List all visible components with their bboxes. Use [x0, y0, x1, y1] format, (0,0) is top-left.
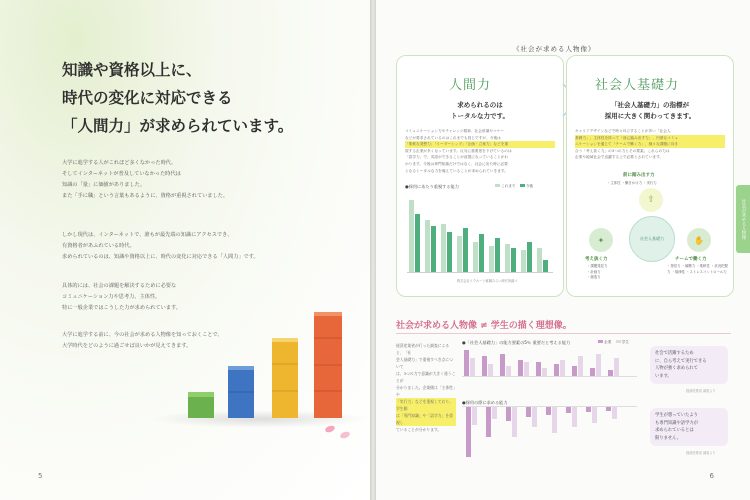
page-number-right: 6	[709, 472, 714, 480]
section2-chart2-caption: ●採用の際に求める能力	[462, 400, 508, 405]
paragraph-line: しかし現代は、インターネットで、誰もが最先端の知識にアクセスでき、	[62, 232, 233, 238]
right-page	[376, 0, 750, 500]
chart-bar	[527, 242, 532, 272]
diagram-left-label: 考え抜く力	[585, 257, 608, 262]
chart-bar	[431, 226, 436, 272]
diagram-item: ・創造力	[587, 275, 601, 279]
section2-divider	[396, 333, 731, 334]
chart-bar	[608, 370, 613, 376]
chart-bar	[537, 248, 542, 272]
diagram-top-items	[607, 180, 657, 185]
chart-bar	[543, 260, 548, 272]
chart-bar	[409, 200, 414, 272]
source-note-1: 経済産業省 調査より	[686, 389, 716, 393]
social-basic-heading: 社会人基礎力	[595, 78, 680, 93]
social-basic-skills-card	[566, 55, 734, 297]
body-line-highlight: は「専門知識」や「語学力」を重視し	[396, 412, 456, 426]
chart-bar	[479, 234, 484, 272]
diagram-item: ・課題発見力	[587, 264, 608, 268]
chart-bar	[492, 407, 497, 419]
section2-chart1	[462, 348, 637, 377]
body-line: となるトータルな力を備えていることが求められていきます。	[405, 168, 508, 173]
paragraph-line: 有資格者があふれている時代。	[62, 243, 135, 249]
diagram-item: ・状況把握力	[667, 264, 728, 274]
social-basic-diagram	[567, 166, 733, 291]
chart-bar	[500, 354, 505, 376]
chart-bar	[566, 407, 571, 413]
paragraph-line: 求められているのは、知識や資格以上に、時代の変化に対応できる「人間力」です。	[62, 254, 259, 260]
chart-bar	[506, 407, 511, 421]
diagram-right-items	[667, 264, 729, 275]
legend-label: 今後	[525, 184, 534, 188]
chart-bar	[505, 244, 510, 272]
handshake-icon: ✋	[687, 228, 711, 252]
paragraph-line: 大学に進学する前に、今の社会が求める人物像を知っておくことで、	[62, 332, 223, 338]
green-block	[188, 392, 214, 418]
chart-bar	[489, 246, 494, 272]
diagram-item: ・柔軟性	[696, 264, 710, 268]
diagram-item: ・働きかけ力	[621, 181, 642, 185]
chart-bar	[506, 366, 511, 376]
chart-bar	[552, 407, 557, 433]
diagram-item: ・発信力	[667, 264, 681, 268]
chart-bar	[560, 360, 565, 376]
chart-bar	[572, 407, 577, 427]
chart-bar	[473, 242, 478, 272]
speech-line: 社会で活躍するため	[655, 351, 694, 356]
chart-bar	[536, 362, 541, 376]
speech-line: います。	[655, 373, 672, 379]
page-number-left: 5	[38, 472, 43, 480]
body-line: は、3つの力で意識が大きく違うことが	[396, 371, 456, 383]
chart-bar	[518, 360, 523, 376]
legend-label: 学生	[621, 340, 629, 344]
diagram-right-label: チームで働く力	[675, 257, 707, 262]
diagram-item: ・傾聴力	[681, 264, 696, 268]
chart-bar	[511, 248, 516, 272]
diagram-center-label: 社会人基礎力	[640, 236, 664, 241]
chart-bar	[596, 354, 601, 376]
stacked-blocks-illustration	[180, 300, 360, 425]
section2-title: 社会が求める人物像 ≠ 学生の描く理想像。	[396, 321, 572, 331]
body-line-highlight: 「柔軟な発想力」「リーダーシップ」「企画・立案力」などを重	[405, 141, 555, 148]
section-title: 《社会が求める人物像》	[513, 45, 596, 53]
chart-bar	[512, 407, 517, 437]
diagram-left-items	[587, 264, 607, 281]
speech-line: 人物が強く求められて	[655, 366, 698, 371]
human-power-card	[396, 55, 564, 297]
section2-body	[396, 342, 456, 433]
human-chart-caption: ●採用にあたり重視する能力	[405, 184, 459, 189]
chart-bar	[470, 358, 475, 376]
diagram-item: ・ストレスコントロール力	[686, 269, 727, 274]
section2-chart1-caption: ●「社会人基礎力」の能力要素の5％ 重要だと考える能力	[462, 340, 571, 345]
chart-bar	[524, 362, 529, 376]
body-line: ていることが分かります。	[396, 427, 442, 432]
paragraph-line: コミュニケーション力や思考力、主体性。	[62, 294, 161, 300]
forward-icon: ⇧	[639, 188, 663, 212]
human-bar-chart	[407, 192, 553, 273]
human-power-subheading	[427, 100, 533, 122]
paragraph-3	[62, 281, 181, 314]
chart-bar	[586, 407, 591, 412]
headline-line-3: 「人間力」が求められています。	[62, 116, 294, 135]
paragraph-line: 具体的には、社会の課題を解決するために必要な	[62, 283, 177, 289]
chart-bar	[592, 407, 597, 423]
body-line-highlight: ニケーションを通じて「チームで働く力」、様々な課題に向き	[575, 141, 725, 148]
paragraph-2	[62, 230, 259, 263]
diagram-item: ・主体性	[607, 181, 621, 185]
legend-label: これまで	[501, 184, 516, 188]
chart-bar	[495, 238, 500, 272]
chart-bar	[425, 220, 430, 272]
speech-bubble-1	[650, 346, 728, 384]
human-power-body	[405, 128, 555, 174]
chart-bar	[606, 407, 611, 411]
social-basic-body	[575, 128, 725, 161]
chart-bar	[486, 407, 491, 437]
chart-bar	[466, 407, 471, 457]
chart-bar	[457, 236, 462, 272]
diagram-item: ・規律性	[671, 269, 686, 274]
body-line: 企業や地域社会で活躍する上で必要とされています。	[575, 155, 664, 160]
subheading-line: トータルな力です。	[451, 112, 509, 120]
subheading-line: 求められるのは	[457, 101, 503, 109]
chart-bar	[526, 407, 531, 417]
speech-line: に、自ら考えて実行できる	[655, 358, 707, 364]
chart-bar	[578, 356, 583, 376]
body-line-highlight: 「実行力」などを重視しており、学生側	[396, 398, 456, 412]
social-basic-subheading	[585, 100, 715, 122]
section2-legend	[598, 340, 629, 345]
orange-block-stack	[314, 312, 342, 418]
human-chart-note: 株式会社リクルート就職みらい研究所調べ	[457, 279, 518, 283]
body-line: 「語学力」で、英語ができることが前提になっていることがわ	[405, 155, 509, 160]
body-line: などが要求されているのはこれまでも同じですが、今後は	[405, 135, 501, 140]
body-line: コミュニケーション力やチャレンジ精神、社会常識やマナー	[405, 129, 505, 133]
source-note-2: 経済産業省 調査より	[686, 451, 716, 455]
chart-bar	[415, 214, 420, 272]
left-page	[0, 0, 370, 500]
paragraph-line: 大学に進学する人がこれほど多くなかった時代。	[62, 160, 177, 166]
human-power-heading: 人間力	[449, 78, 492, 93]
chart-bar	[546, 407, 551, 415]
subheading-line: 「社会人基礎力」の指標が	[611, 101, 689, 109]
legend-label: 企業	[604, 340, 612, 344]
paragraph-line: また「手に職」という言葉もあるように、資格が重視されていました。	[62, 193, 229, 199]
speech-line: 学生が想っていたより	[655, 413, 698, 418]
chart-bar	[612, 407, 617, 419]
body-line: 視する企業が多くなっています。反対に重要度を下げているのは	[405, 148, 512, 153]
paragraph-line: 知識の「量」に価値がありました。	[62, 182, 146, 188]
social-basic-center	[629, 216, 675, 262]
body-line: 分かりました。企業側は「主体性」や	[396, 385, 455, 397]
paragraph-line: 特に一般企業ではこうした力が求められています。	[62, 305, 181, 311]
headline-line-2: 時代の変化に対応できる	[62, 88, 233, 107]
diagram-top-label: 前に踏み出す力	[623, 173, 655, 178]
lightbulb-icon: ✦	[589, 228, 613, 252]
subheading-line: 採用に大きく関わってきます。	[604, 112, 696, 120]
chart-bar	[542, 368, 547, 376]
chart-bar	[472, 407, 477, 425]
body-line: かります。今後は専門知識だけではなく、社会に出た時に必要	[405, 161, 508, 166]
chart-bar	[572, 366, 577, 376]
headline	[62, 56, 293, 140]
chart-bar	[463, 228, 468, 272]
chart-bar	[532, 407, 537, 427]
body-line: 会人基礎力」で重視すべき点について	[396, 357, 453, 369]
headline-line-1: 知識や資格以上に、	[62, 60, 202, 79]
speech-line: 限りません。	[655, 435, 682, 441]
diagram-item: ・計画力	[587, 269, 601, 274]
side-index-tab[interactable]: 社会が求める人物像	[736, 185, 750, 253]
chart-bar	[447, 232, 452, 272]
blue-block-stack	[228, 366, 254, 418]
chart-bar	[441, 224, 446, 272]
human-chart-legend	[495, 184, 533, 189]
chart-bar	[482, 356, 487, 376]
body-line: 経済産業省が行った調査によると、「社	[396, 343, 450, 355]
speech-line: も専門知識や語学力が	[655, 420, 698, 426]
body-line: 合う「考え抜く力」の3つの力とその要素。これらの力は	[575, 148, 670, 153]
chart-bar	[464, 350, 469, 376]
chart-bar	[614, 358, 619, 376]
chart-bar	[590, 368, 595, 376]
speech-bubble-2	[650, 408, 728, 446]
body-line: キャリアデザインなどで時々耳にすることが多い「社会人	[575, 129, 671, 133]
paragraph-line: そしてインターネットが普及していなかった時代は	[62, 171, 181, 177]
paragraph-1	[62, 158, 228, 202]
speech-line: 求められているとは	[655, 428, 694, 433]
petal-decoration	[339, 430, 350, 439]
paragraph-line: 大学時代をどのように過ごせば良いかが見えてきます。	[62, 343, 192, 349]
chart-bar	[521, 250, 526, 272]
yellow-block-stack	[272, 338, 298, 418]
section2-chart2	[462, 406, 637, 471]
chart-bar	[554, 364, 559, 376]
chart-bar	[488, 364, 493, 376]
body-line-highlight: 基礎力」。主体性を持って「前に踏み出す力」、円滑なコミュ	[575, 135, 725, 142]
diagram-item: ・実行力	[643, 181, 657, 185]
